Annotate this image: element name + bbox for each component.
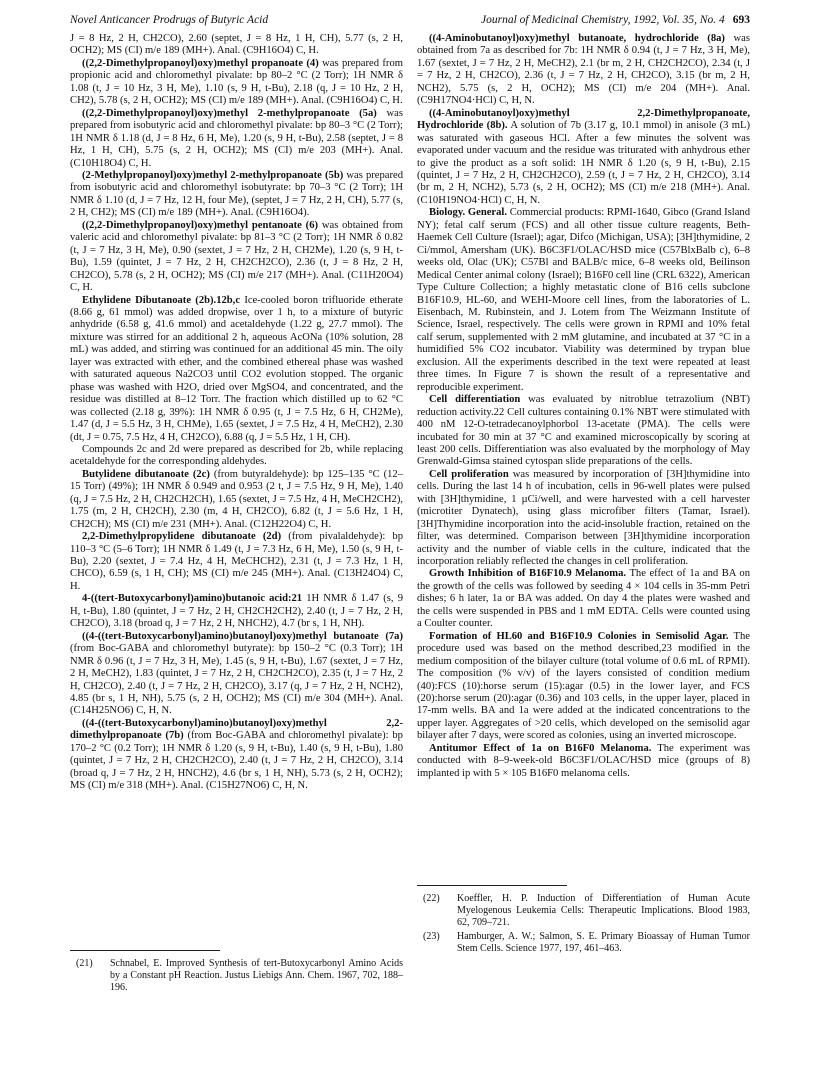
paragraph [417,631,750,743]
reference-item [417,931,750,955]
paragraph-text: A solution of 7b (3.17 g, 10.1 mmol) in anisole (3 mL) was saturated with gaseous HCl. After a few minutes the solvent was evaporated under vacuum and the residue was triturated with anhydrous ether to give the product as a soft solid: 1H NMR δ 1.20 (s, 9 H, t-Bu), 2.15 (quintet, J = 7 Hz, 2 H, CH2CH2CO), 2.59 (t, J = 7 Hz, 2 H, CH2CO), 3.14 (br m, 2 H, NCH2), 5.73 (s, 2 H, OCH2); MS (CI) m/e 218 (MH+). Anal. (C10H19NO4·HCl) C, H, N. [417,120,750,206]
paragraph [70,444,403,469]
paragraph-text: Compounds 2c and 2d were prepared as described for 2b, while replacing acetaldehyde for the corresponding aldehydes. [70,443,403,468]
paragraph-heading: Cell differentiation [429,394,521,406]
paragraph [70,631,403,718]
paragraph-heading: Formation of HL60 and B16F10.9 Colonies in Semisolid Agar. [429,630,729,642]
paragraph-text: was evaluated by nitroblue tetrazolium (NBT) reduction activity.22 Cell cultures containing 0.1% NBT were stimulated with 400 nM 12-O-tetradecanoylphorbol 13-acetate (PMA). The cells were incubated for 30 min at 37 °C and examined microscopically by scoring at least 200 cells. Differentiation was also evaluated by the morphology of May Grenwald-Gimsa stained cytospan slide preparations of the cells. [417,394,751,468]
paragraph [417,207,750,394]
paragraph-text: J = 8 Hz, 2 H, CH2CO), 2.60 (septet, J = 8 Hz, 1 H, CH), 5.77 (s, 2 H, OCH2); MS (CI) m/e 189 (MH+). Anal. (C9H16O4) C, H. [70,33,403,57]
references-right [417,893,750,957]
paragraph-text: (from butyraldehyde): bp 125–135 °C (12–15 Torr) (49%); 1H NMR δ 0.949 and 0.953 (2 t, J = 7.5 Hz, 9 H, Me), 1.40 (q, J = 7.5 Hz, 2 H, CH2CH2CH), 1.65 (sextet, J = 7.5 Hz, 4 H, MeCH2CH2), 1.75 (m, 2 H, CH2CH), 2.30 (m, 4 H, CH2CO), 6.82 (t, J = 5.6 Hz, 1 H, CH2CH); MS (CI) m/e 231 (MH+). Anal. (C12H22O4) C, H. [70,468,403,530]
paragraph-heading: (2-Methylpropanoyl)oxy)methyl 2-methylpropanoate (5b) [82,169,344,181]
reference-number: (21) [76,958,93,969]
reference-item [417,893,750,929]
reference-item [70,958,403,994]
paragraph [70,593,403,630]
paragraph-text: The experiment was conducted with 8–9-week-old B6C3F1/OLAC/HSD mice (groups of 8) implanted ip with 5 × 105 B16F0 melanoma cells. [417,742,750,779]
paragraph-heading: ((2,2-Dimethylpropanoyl)oxy)methyl 2-methylpropanoate (5a) [82,107,377,119]
paragraph-heading: Ethylidene Dibutanoate (2b).12b,c [82,294,241,306]
paragraph [70,220,403,295]
left-column [70,33,403,793]
paragraph-text: (from Boc-GABA and chloromethyl butyrate): bp 150–2 °C (0.3 Torr); 1H NMR δ 0.96 (t, J = 7 Hz, 3 H, Me), 1.45 (s, 9 H, t-Bu), 1.67 (sextet, J = 7 Hz, 2 H, MeCH2), 1.83 (quintet, J = 7 Hz, 2 H, CH2CH2CO), 2.35 (t, J = 7 Hz, 2 H, CH2CO), 2.40 (t, J = 7 Hz, 2 H, CH2CO), 3.17 (q, J = 7 Hz, 2 H, NCH2), 4.85 (br s, 1 H, NH), 5.75 (s, 2 H, OCH2); MS (CI) m/e 304 (MH+). Anal. (C14H25NO6) C, H, N. [70,643,403,717]
running-title: Novel Anticancer Prodrugs of Butyric Acid [70,14,269,26]
paragraph-heading: ((4-((tert-Butoxycarbonyl)amino)butanoyl)oxy)methyl butanoate (7a) [82,630,403,642]
reference-number: (23) [423,931,440,942]
page-number: 693 [732,14,750,26]
paragraph [417,568,750,630]
references-left [70,958,403,996]
paragraph-heading: ((2,2-Dimethylpropanoyl)oxy)methyl propanoate (4) [82,57,319,69]
paragraph-text: was prepared from isobutyric acid and chloromethyl isobutyrate: bp 70–3 °C (2 Torr); 1H NMR δ 1.10 (d, J = 7 Hz, 12 H, four Me), (septet, J = 7 Hz, 2 H, CH), 5.77 (s, 2 H, CH2); MS (CI) m/e 189 (MH+). Anal. (C9H16O4). [70,169,403,219]
paragraph-heading: Biology. General. [429,207,508,219]
paragraph-text: was measured by incorporation of [3H]thymidine into cells. During the last 14 h of incubation, cells in 96-well plates were pulsed with [3H]thymidine, 1 µCi/well, and were harvested with a cell harvester (microtiter Dynatech), using glass microfiber filters (Tamar, Israel). [3H]Thymidine incorporation into the acid-insoluble fraction, retained on the filter, was determined. Comparison between [3H]thymidine incorporation activity and the number of viable cells in the culture, indicated that the incorporation reliably reflected the changes in cell proliferation. [417,468,750,568]
paragraph [70,295,403,444]
paragraph [417,33,750,108]
paragraph-heading: Growth Inhibition of B16F10.9 Melanoma. [429,568,627,580]
paragraph-text: Ice-cooled boron trifluoride etherate (8.66 g, 61 mmol) was added dropwise, over 1 h, to a mixture of butyric anhydride (6.58 g, 41.6 mmol) and acetaldehyde (1.22 g, 27.7 mmol). The mixture was stirred for an additional 2 h, aqueous AcONa (10% solution, 28 mL) was added, and stirring was continued for an additional 45 min. The oily layer was extracted with ether, and the combined ethereal phase was washed with saturated aqueous Na2CO3 until CO2 evolution stopped. The organic phase was washed with H2O, dried over MgSO4, and concentrated, and the residue was distilled at 8–12 Torr. The fraction which distilled up to 62 °C was collected (2.18 g, 39%): 1H NMR δ 0.95 (t, J = 7.5 Hz, 6 H, CH2Me), 1.47 (d, J = 5.5 Hz, 3 H, CHMe), 1.65 (sextet, J = 7.5 Hz, 4 H, MeCH2), 2.30 (dt, J = 0.75, 7.5 Hz, 4 H, CH2CO), 6.88 (q, J = 5.5 Hz, 1 H, CH). [70,294,403,443]
reference-number: (22) [423,893,440,904]
paragraph [70,531,403,593]
reference-text: Schnabel, E. Improved Synthesis of tert-Butoxycarbonyl Amino Acids by a Constant pH Reaction. Justus Liebigs Ann. Chem. 1967, 702, 188–196. [110,958,403,993]
paragraph-text: (from pivalaldehyde): bp 110–3 °C (5–6 Torr); 1H NMR δ 1.49 (t, J = 7.3 Hz, 6 H, Me), 1.50 (s, 9 H, t-Bu), 2.20 (sextet, J = 7.4 Hz, 4 H, MeCHCH2), 2.31 (t, J = 7.3 Hz, 1 H, CHCO), 6.59 (s, 1 H, CH); MS (CI) m/e 245 (MH+). Anal. (C13H24O4) C, H. [70,531,403,592]
paragraph [70,108,403,170]
paragraph-heading: ((2,2-Dimethylpropanoyl)oxy)methyl pentanoate (6) [82,219,319,231]
paragraph-text: was obtained from 7a as described for 7b: 1H NMR δ 0.94 (t, J = 7 Hz, 3 H, Me), 1.67 (sextet, J = 7 Hz, 2 H, MeCH2), 2.1 (br m, 2 H, CH2CH2CO), 2.34 (t, J = 7 Hz, 2 H, CH2CO), 2.36 (t, J = 7 Hz, 2 H, CH2CO), 3.15 (br m, 2 H, NCH2), 5.75 (s, 2 H, OCH2); MS (CI) m/e 204 (MH+). Anal. (C9H17NO4·HCl) C, H, N. [417,33,750,107]
paragraph-text: The effect of 1a and BA on the growth of the cells was followed by seeding 4 × 104 cells in 35-mm Petri dishes; 6 h later, 1a or BA was added. On day 4 the plates were washed and the cells were suspended in PBS and 1 mM EDTA. Cells were counted using a Coulter counter. [417,568,750,630]
paragraph-heading: ((4-Aminobutanoyl)oxy)methyl 2,2-Dimethylpropanoate, Hydrochloride (8b). [417,107,750,132]
paragraph-text: Commercial products: RPMI-1640, Gibco (Grand Island NY); fetal calf serum (FCS) and all other tissue culture reagents, Beth-Haemek Cell Culture (Israel); agar, Difco (Michigan, USA); [3H]thymidine, 2 Ci/mmol, Amersham (UK). B6C3F1/OLAC/HSD mice (C57BlxBalb c), 6–8 weeks old, Olac (UK); C57Bl and BALB/c mice, 6–8 weeks old, Beilinson Medical Center animal colony (Israel); B16F0 cell line (CRL 6322), American Type Culture Collection; a highly metastatic clone of B16 cells subclone B16F10.9, HL-60, and WEHI-Moore cell lines, from the laboratories of L. Eisenbach, M. Rubinstein, and J. Lotem from The Weizmann Institute of Science, Israel, respectively. The cells were grown in RPMI and 10% fetal calf serum, supplemented with 2 mM glutamine, and incubated at 37 °C in a humidified 5% CO2 incubator. Viability was determined by trypan blue exclusion. All the experiments described in the text were repeated at least three times. In Figure 7 is shown the result of a representative and reproducible experiment. [417,207,751,393]
paragraph-text: 1H NMR δ 1.47 (s, 9 H, t-Bu), 1.80 (quintet, J = 7 Hz, 2 H, CH2CH2CH2), 2.40 (t, J = 7 Hz, 2 H, CH2CO), 3.18 (broad q, J = 7 Hz, 2 H, NHCH2), 4.7 (br s, 1 H, NH). [70,593,403,630]
paragraph-heading: 2,2-Dimethylpropylidene dibutanoate (2d) [82,531,282,543]
paragraph [417,108,750,208]
paragraph-heading: ((4-Aminobutanoyl)oxy)methyl butanoate, hydrochloride (8a) [429,33,725,44]
paragraph-heading: 4-((tert-Butoxycarbonyl)amino)butanoic acid:21 [82,593,303,605]
footnote-divider [417,885,567,886]
paragraph [70,469,403,531]
paragraph-text: The procedure used was based on the method described,23 modified in the medium composition of the bilayer culture (total volume of 0.6 mL of RPMI). The composition (% v/v) of the layers consisted of condition medium (40):FCS (10):horse serum (15):agar (0.5) in the lower layer, and FCS (20):horse serum (20):agar (0.36) and 103 cells, in the upper layer, placed in 17-mm wells. BA and 1a were added at the indicated concentrations to the upper layer. Aggregates of >20 cells, which developed on the semisolid agar bilayer after 7 days, were scored as colonies, using an inverted microscope. [417,630,750,742]
paragraph-heading: Cell proliferation [429,468,509,480]
paragraph-heading: Antitumor Effect of 1a on B16F0 Melanoma. [429,742,652,754]
paragraph [417,743,750,780]
journal-name: Journal of Medicinal Chemistry, 1992, Vol. 35, No. 4 [481,14,725,26]
paragraph [70,718,403,793]
paragraph [70,170,403,220]
paragraph [70,58,403,108]
paragraph-heading: ((4-((tert-Butoxycarbonyl)amino)butanoyl)oxy)methyl 2,2-dimethylpropanoate (7b) [70,717,403,742]
running-header [70,14,750,30]
paragraph-text: was obtained from valeric acid and chloromethyl pivalate: bp 81–3 °C (2 Torr); 1H NMR δ 0.82 (t, J = 7 Hz, 3 H, Me), 0.90 (sextet, J = 7 Hz, 2 H, CH2Me), 1.20 (s, 9 H, t-Bu), 1.59 (quintet, J = 7 Hz, 2 H, CH2CH2CO), 2.36 (t, J = 8 Hz, 2 H, CH2CO), 5.78 (s, 2 H, OCH2); MS (CI) m/e 217 (MH+). Anal. (C11H20O4) C, H. [70,219,403,294]
paragraph-text: (from Boc-GABA and chloromethyl pivalate): bp 170–2 °C (0.2 Torr); 1H NMR δ 1.20 (s, 9 H, t-Bu), 1.40 (s, 9 H, t-Bu), 1.80 (quintet, J = 7 Hz, 2 H, CH2CH2CO), 2.40 (t, J = 7 Hz, 2 H, CH2CO), 3.14 (broad q, J = 7 Hz, 2 H, HNCH2), 4.6 (br s, 1 H, NH), 5.73 (s, 2 H, OCH2); MS (CI) m/e 318 (MH+). Anal. (C15H27NO6) C, H, N. [70,730,403,792]
paragraph-heading: Butylidene dibutanoate (2c) [82,468,210,480]
reference-text: Koeffler, H. P. Induction of Differentiation of Human Acute Myelogenous Leukemia Cells: Therapeutic Implications. Blood 1983, 62, 709–721. [457,893,750,928]
paragraph [417,469,750,569]
paragraph-text: was prepared from isobutyric acid and chloromethyl pivalate: bp 80–3 °C (2 Torr); 1H NMR δ 1.18 (d, J = 8 Hz, 6 H, Me), 1.20 (s, 9 H, t-Bu), 2.58 (septet, J = 8 Hz, 1 H, CH), 5.75 (s, 2 H, OCH2); MS (CI) m/e 203 (MH+). Anal. (C10H18O4) C, H. [70,107,404,169]
paragraph [70,33,403,58]
reference-text: Hamburger, A. W.; Salmon, S. E. Primary Bioassay of Human Tumor Stem Cells. Science 1977, 197, 461–463. [457,931,750,954]
right-column [417,33,750,780]
paragraph [417,394,750,469]
footnote-divider [70,950,220,951]
journal-citation [481,14,750,26]
paragraph-text: was prepared from propionic acid and chloromethyl pivalate: bp 80–2 °C (2 Torr); 1H NMR δ 1.08 (t, J = 10 Hz, 3 H, Me), 1.10 (s, 9 H, t-Bu), 2.18 (q, J = 10 Hz, 2 H, CH2), 5.78 (s, 2 H, OCH2); MS (CI) m/e 189 (MH+). Anal. (C9H16O4) C, H. [70,57,403,107]
